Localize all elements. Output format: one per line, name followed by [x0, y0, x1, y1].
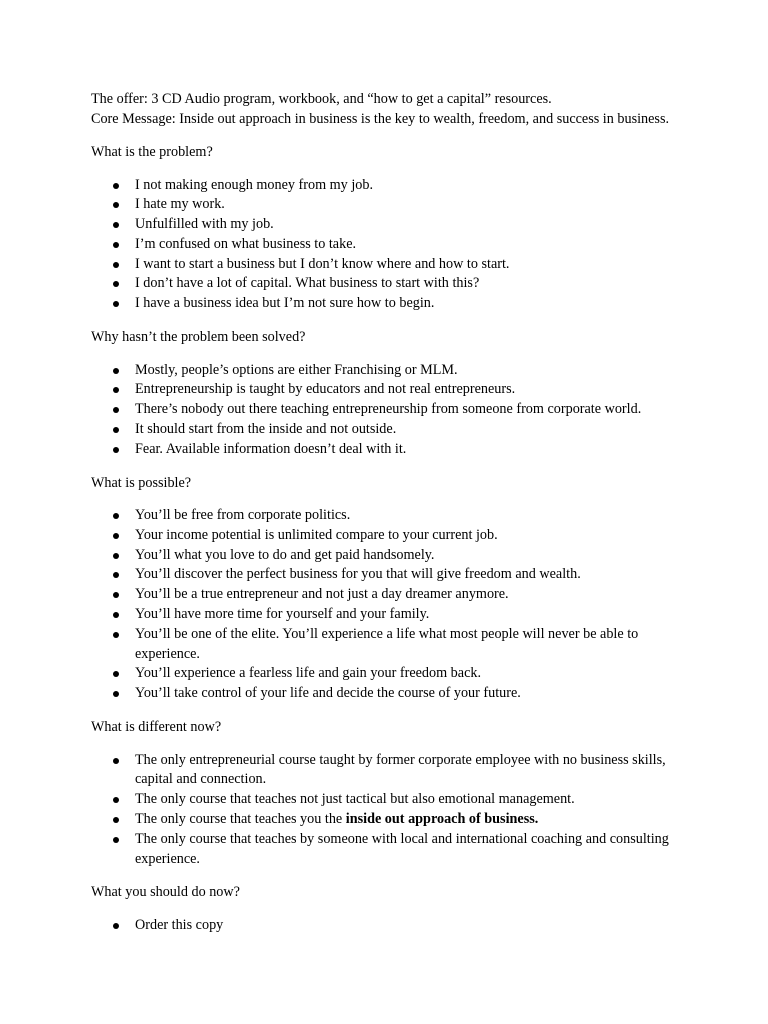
list-item-text: Fear. Available information doesn’t deal with it. [135, 440, 407, 457]
list-item [91, 790, 691, 810]
list-item-text: You’ll take control of your life and decide the course of your future. [135, 685, 521, 702]
list-item [91, 625, 691, 665]
bullet-icon [113, 817, 119, 823]
section-heading: What you should do now? [91, 884, 240, 901]
list-item [91, 684, 691, 704]
bullet-icon [113, 222, 119, 228]
list-item-text: You’ll what you love to do and get paid handsomely. [135, 546, 435, 563]
list-item-text: The only course that teaches you the [135, 810, 346, 827]
bullet-icon [113, 262, 119, 268]
list-gap [91, 903, 691, 916]
list-item-text: Unfulfilled with my job. [135, 216, 274, 233]
bullet-icon [113, 691, 119, 697]
list-item-text: I not making enough money from my job. [135, 176, 374, 193]
list-gap [91, 493, 691, 506]
section-gap [91, 129, 691, 143]
bullet-icon [113, 671, 119, 677]
bullet-icon [113, 513, 119, 519]
list-item [91, 830, 691, 870]
list-item [91, 400, 691, 420]
list-item [91, 274, 691, 294]
section-heading: What is possible? [91, 474, 192, 491]
bullet-icon [113, 447, 119, 453]
list-item [91, 215, 691, 235]
list-item-text: I don’t have a lot of capital. What business to start with this? [135, 275, 480, 292]
bullet-list [91, 916, 691, 936]
section-gap [91, 869, 691, 883]
bullet-icon [113, 592, 119, 598]
bullet-icon [113, 301, 119, 307]
section-heading: What is different now? [91, 719, 222, 736]
list-item-text: You’ll discover the perfect business for you that will give freedom and wealth. [135, 566, 581, 583]
list-gap [91, 348, 691, 361]
bullet-icon [113, 242, 119, 248]
bullet-icon [113, 797, 119, 803]
bullet-icon [113, 202, 119, 208]
list-item [91, 235, 691, 255]
list-item [91, 526, 691, 546]
bullet-icon [113, 427, 119, 433]
bullet-icon [113, 281, 119, 287]
document-sections [91, 129, 691, 936]
list-item [91, 195, 691, 215]
list-item [91, 294, 691, 314]
list-item [91, 664, 691, 684]
bullet-list [91, 506, 691, 704]
bullet-icon [113, 183, 119, 189]
list-item-text: It should start from the inside and not outside. [135, 420, 397, 437]
section-gap [91, 460, 691, 474]
list-item-text: Your income potential is unlimited compare to your current job. [135, 526, 498, 543]
list-item [91, 810, 691, 830]
bullet-icon [113, 407, 119, 413]
bullet-icon [113, 612, 119, 618]
list-item-text: I hate my work. [135, 196, 225, 213]
bullet-icon [113, 368, 119, 374]
section-heading: What is the problem? [91, 144, 213, 160]
list-item-text: There’s nobody out there teaching entrepreneurship from someone from corporate world. [135, 401, 642, 418]
bullet-icon [113, 387, 119, 393]
list-item [91, 546, 691, 566]
list-item-bold-text: inside out approach of business. [345, 810, 539, 827]
list-item-text: I have a business idea but I’m not sure how to begin. [135, 295, 435, 312]
list-item-text: You’ll have more time for yourself and your family. [135, 606, 430, 623]
section-gap [91, 704, 691, 718]
offer-line: The offer: 3 CD Audio program, workbook, and “how to get a capital” resources. [91, 91, 552, 107]
list-item-text: Order this copy [135, 916, 224, 933]
list-item [91, 506, 691, 526]
list-item-text: The only entrepreneurial course taught by former corporate employee with no business skills, capital and connection. [135, 751, 666, 788]
list-item-text: Entrepreneurship is taught by educators and not real entrepreneurs. [135, 381, 516, 398]
list-item-text: The only course that teaches not just tactical but also emotional management. [135, 791, 575, 808]
list-item-text: I want to start a business but I don’t know where and how to start. [135, 255, 510, 272]
list-item [91, 565, 691, 585]
bullet-icon [113, 553, 119, 559]
bullet-icon [113, 758, 119, 764]
list-gap [91, 738, 691, 751]
list-item-text: The only course that teaches by someone with local and international coaching and consulting experience. [135, 830, 669, 867]
list-item [91, 420, 691, 440]
list-item [91, 605, 691, 625]
bullet-list [91, 751, 691, 870]
list-gap [91, 163, 691, 176]
bullet-icon [113, 572, 119, 578]
list-item-text: You’ll experience a fearless life and gain your freedom back. [135, 665, 482, 682]
core-message-line: Core Message: Inside out approach in business is the key to wealth, freedom, and success in business. [91, 110, 670, 127]
list-item [91, 440, 691, 460]
list-item [91, 380, 691, 400]
list-item [91, 751, 691, 791]
list-item-text: Mostly, people’s options are either Franchising or MLM. [135, 361, 458, 378]
bullet-icon [113, 923, 119, 929]
list-item-text: I’m confused on what business to take. [135, 235, 357, 252]
list-item-text: You’ll be a true entrepreneur and not just a day dreamer anymore. [135, 586, 509, 603]
list-item [91, 916, 691, 936]
bullet-icon [113, 632, 119, 638]
list-item [91, 361, 691, 381]
bullet-list [91, 176, 691, 315]
bullet-icon [113, 533, 119, 539]
bullet-list [91, 361, 691, 460]
list-item [91, 176, 691, 196]
list-item-text: You’ll be free from corporate politics. [135, 507, 351, 524]
section-gap [91, 314, 691, 328]
bullet-icon [113, 837, 119, 843]
section-heading: Why hasn’t the problem been solved? [91, 329, 306, 346]
list-item-text: You’ll be one of the elite. You’ll experience a life what most people will never be able to experience. [135, 625, 639, 662]
list-item [91, 585, 691, 605]
document-page [91, 90, 691, 936]
list-item [91, 255, 691, 275]
